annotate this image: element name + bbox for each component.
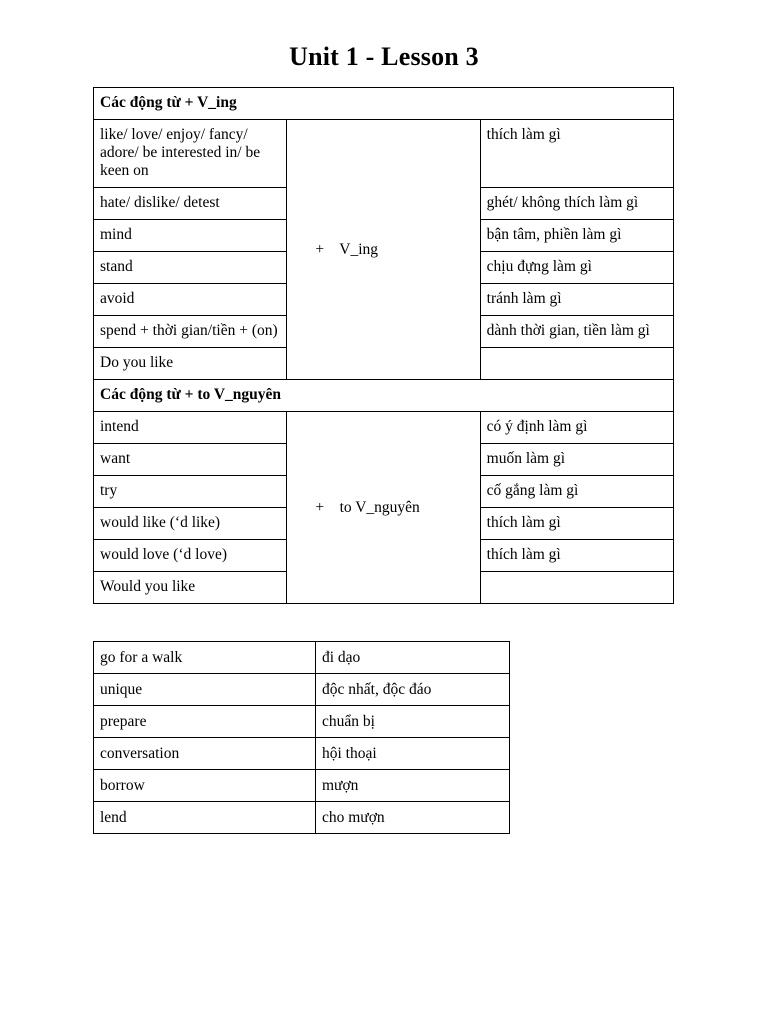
verb-cell: stand — [94, 252, 287, 284]
meaning-cell: hội thoại — [316, 738, 510, 770]
pattern-ving-text: + V_ing — [315, 241, 379, 258]
verb-cell: hate/ dislike/ detest — [94, 188, 287, 220]
word-cell: prepare — [94, 706, 316, 738]
meaning-cell: ghét/ không thích làm gì — [480, 188, 673, 220]
meaning-cell: có ý định làm gì — [480, 412, 673, 444]
page-title: Unit 1 - Lesson 3 — [289, 42, 479, 71]
verb-cell: like/ love/ enjoy/ fancy/ adore/ be interested in/ be keen on — [94, 120, 287, 188]
meaning-cell: chuẩn bị — [316, 706, 510, 738]
verb-cell: Would you like — [94, 572, 287, 604]
table-row — [94, 770, 510, 802]
word-cell: conversation — [94, 738, 316, 770]
meaning-cell: cho mượn — [316, 802, 510, 834]
pattern-cell-ving — [287, 120, 480, 380]
vocabulary-table — [93, 641, 510, 834]
verb-cell: want — [94, 444, 287, 476]
meaning-cell — [480, 572, 673, 604]
meaning-cell: mượn — [316, 770, 510, 802]
table-row — [94, 120, 674, 188]
verb-pattern-table — [93, 87, 674, 604]
meaning-cell: đi dạo — [316, 642, 510, 674]
table-row — [94, 412, 674, 444]
word-cell: borrow — [94, 770, 316, 802]
meaning-cell: cố gắng làm gì — [480, 476, 673, 508]
pattern-to-v-text: + to V_nguyên — [315, 499, 420, 516]
verb-cell: try — [94, 476, 287, 508]
meaning-cell: thích làm gì — [480, 508, 673, 540]
meaning-cell: độc nhất, độc đáo — [316, 674, 510, 706]
pattern-cell-to-v — [287, 412, 480, 604]
verb-cell: would like (‘d like) — [94, 508, 287, 540]
table-row — [94, 674, 510, 706]
verb-cell: mind — [94, 220, 287, 252]
table-row — [94, 706, 510, 738]
verb-cell: Do you like — [94, 348, 287, 380]
verb-cell: avoid — [94, 284, 287, 316]
meaning-cell: muốn làm gì — [480, 444, 673, 476]
word-cell: go for a walk — [94, 642, 316, 674]
meaning-cell: tránh làm gì — [480, 284, 673, 316]
meaning-cell: chịu đựng làm gì — [480, 252, 673, 284]
meaning-cell — [480, 348, 673, 380]
word-cell: unique — [94, 674, 316, 706]
word-cell: lend — [94, 802, 316, 834]
section-header-to-v: Các động từ + to V_nguyên — [94, 380, 674, 412]
meaning-cell: bận tâm, phiền làm gì — [480, 220, 673, 252]
table-row — [94, 738, 510, 770]
table-row — [94, 642, 510, 674]
table-row — [94, 802, 510, 834]
meaning-cell: thích làm gì — [480, 540, 673, 572]
meaning-cell: dành thời gian, tiền làm gì — [480, 316, 673, 348]
section-header-ving: Các động từ + V_ing — [94, 88, 674, 120]
verb-cell: would love (‘d love) — [94, 540, 287, 572]
section-header-row — [94, 380, 674, 412]
meaning-cell: thích làm gì — [480, 120, 673, 188]
section-header-row — [94, 88, 674, 120]
verb-cell: spend + thời gian/tiền + (on) — [94, 316, 287, 348]
verb-cell: intend — [94, 412, 287, 444]
